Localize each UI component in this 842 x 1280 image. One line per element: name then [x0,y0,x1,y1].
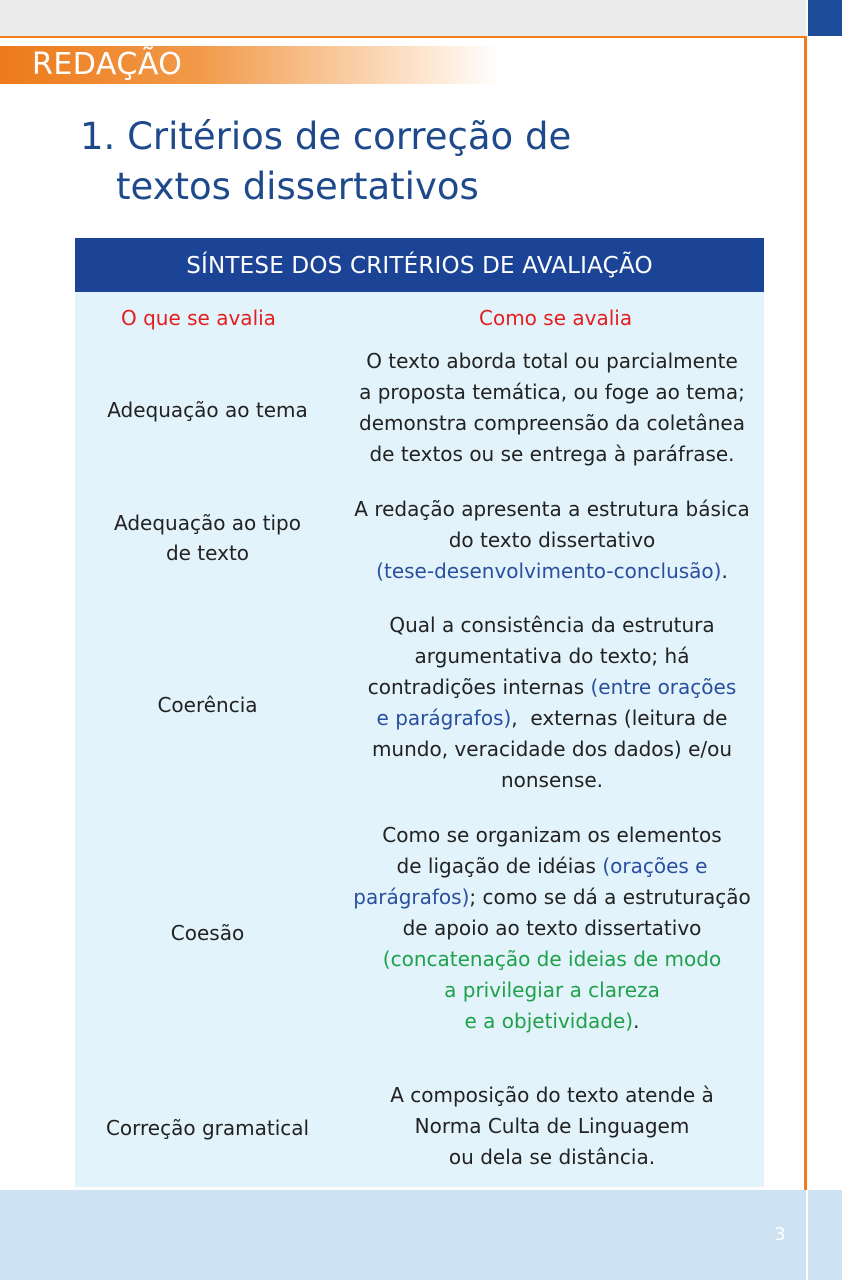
footer-corner [808,1190,842,1280]
description-text: . [721,559,728,583]
criterion-description [340,494,764,587]
description-line: ou dela se distância. [448,1145,656,1169]
section-label: REDAÇÃO [32,47,183,82]
description-line: demonstra compreensão da coletânea [359,411,745,435]
table-row [75,820,764,1040]
highlight-green: (concatenação de ideias de modo [382,947,722,971]
right-margin [807,36,842,1190]
description-line: de textos ou se entrega à paráfrase. [369,442,735,466]
description-line: argumentativa do texto; há [414,644,690,668]
table-row [75,610,764,800]
criterion-label: Coesão [170,921,245,945]
top-bar [0,0,806,36]
criterion-label [75,508,340,568]
page-title-line-2: textos dissertativos [116,165,479,208]
description-text: ; como se dá a estruturação [469,885,751,909]
description-line [340,703,764,734]
criterion-description [340,610,764,796]
description-line [340,672,764,703]
highlight-green: e a objetividade) [464,1009,634,1033]
description-line [340,882,764,913]
highlight-blue: (tese-desenvolvimento-conclusão) [376,559,722,583]
criterion-label-line: Adequação ao tipo [114,511,301,535]
criterion-description [340,1080,764,1173]
description-line: A composição do texto atende à [390,1083,714,1107]
highlight-blue: e parágrafos) [376,706,512,730]
table-heading: SÍNTESE DOS CRITÉRIOS DE AVALIAÇÃO [75,238,764,292]
criteria-table [75,238,764,1187]
page-title [80,112,640,212]
table-row [75,1080,764,1176]
top-corner-tab [808,0,842,36]
description-line: O texto aborda total ou parcialmente [366,349,738,373]
description-line [340,556,764,587]
description-line: mundo, veracidade dos dados) e/ou [371,737,733,761]
description-line: A redação apresenta a estrutura básica [354,497,750,521]
description-line: a proposta temática, ou foge ao tema; [359,380,745,404]
highlight-green: a privilegiar a clareza [444,978,660,1002]
description-line: de apoio ao texto dissertativo [402,916,702,940]
highlight-blue: (orações e [602,854,708,878]
description-text: contradições internas [367,675,591,699]
criterion-label-line: de texto [165,541,250,565]
footer-band [0,1190,806,1280]
page-title-line-1: 1. Critérios de correção de [80,115,572,158]
description-line: Norma Culta de Linguagem [414,1114,690,1138]
description-line [340,851,764,882]
criterion-label: Coerência [157,693,258,717]
description-line: Qual a consistência da estrutura [389,613,715,637]
description-line: Como se organizam os elementos [382,823,722,847]
highlight-blue: parágrafos) [353,885,470,909]
criterion-label: Adequação ao tema [107,398,308,422]
criterion-description [340,346,764,470]
description-line: do texto dissertativo [448,528,656,552]
column-header-how: Como se avalia [479,306,633,330]
orange-horizontal-rule [0,36,806,38]
description-text: de ligação de idéias [396,854,603,878]
table-row [75,346,764,474]
description-line: nonsense. [500,768,604,792]
description-text: . [633,1009,640,1033]
criterion-label: Correção gramatical [105,1116,310,1140]
section-band [0,46,500,84]
description-text: , externas (leitura de [511,706,728,730]
table-row [75,494,764,590]
page-number: 3 [774,1224,786,1245]
description-line [340,1006,764,1037]
highlight-blue: (entre orações [590,675,737,699]
criterion-description [340,820,764,1037]
column-header-what: O que se avalia [121,306,276,330]
